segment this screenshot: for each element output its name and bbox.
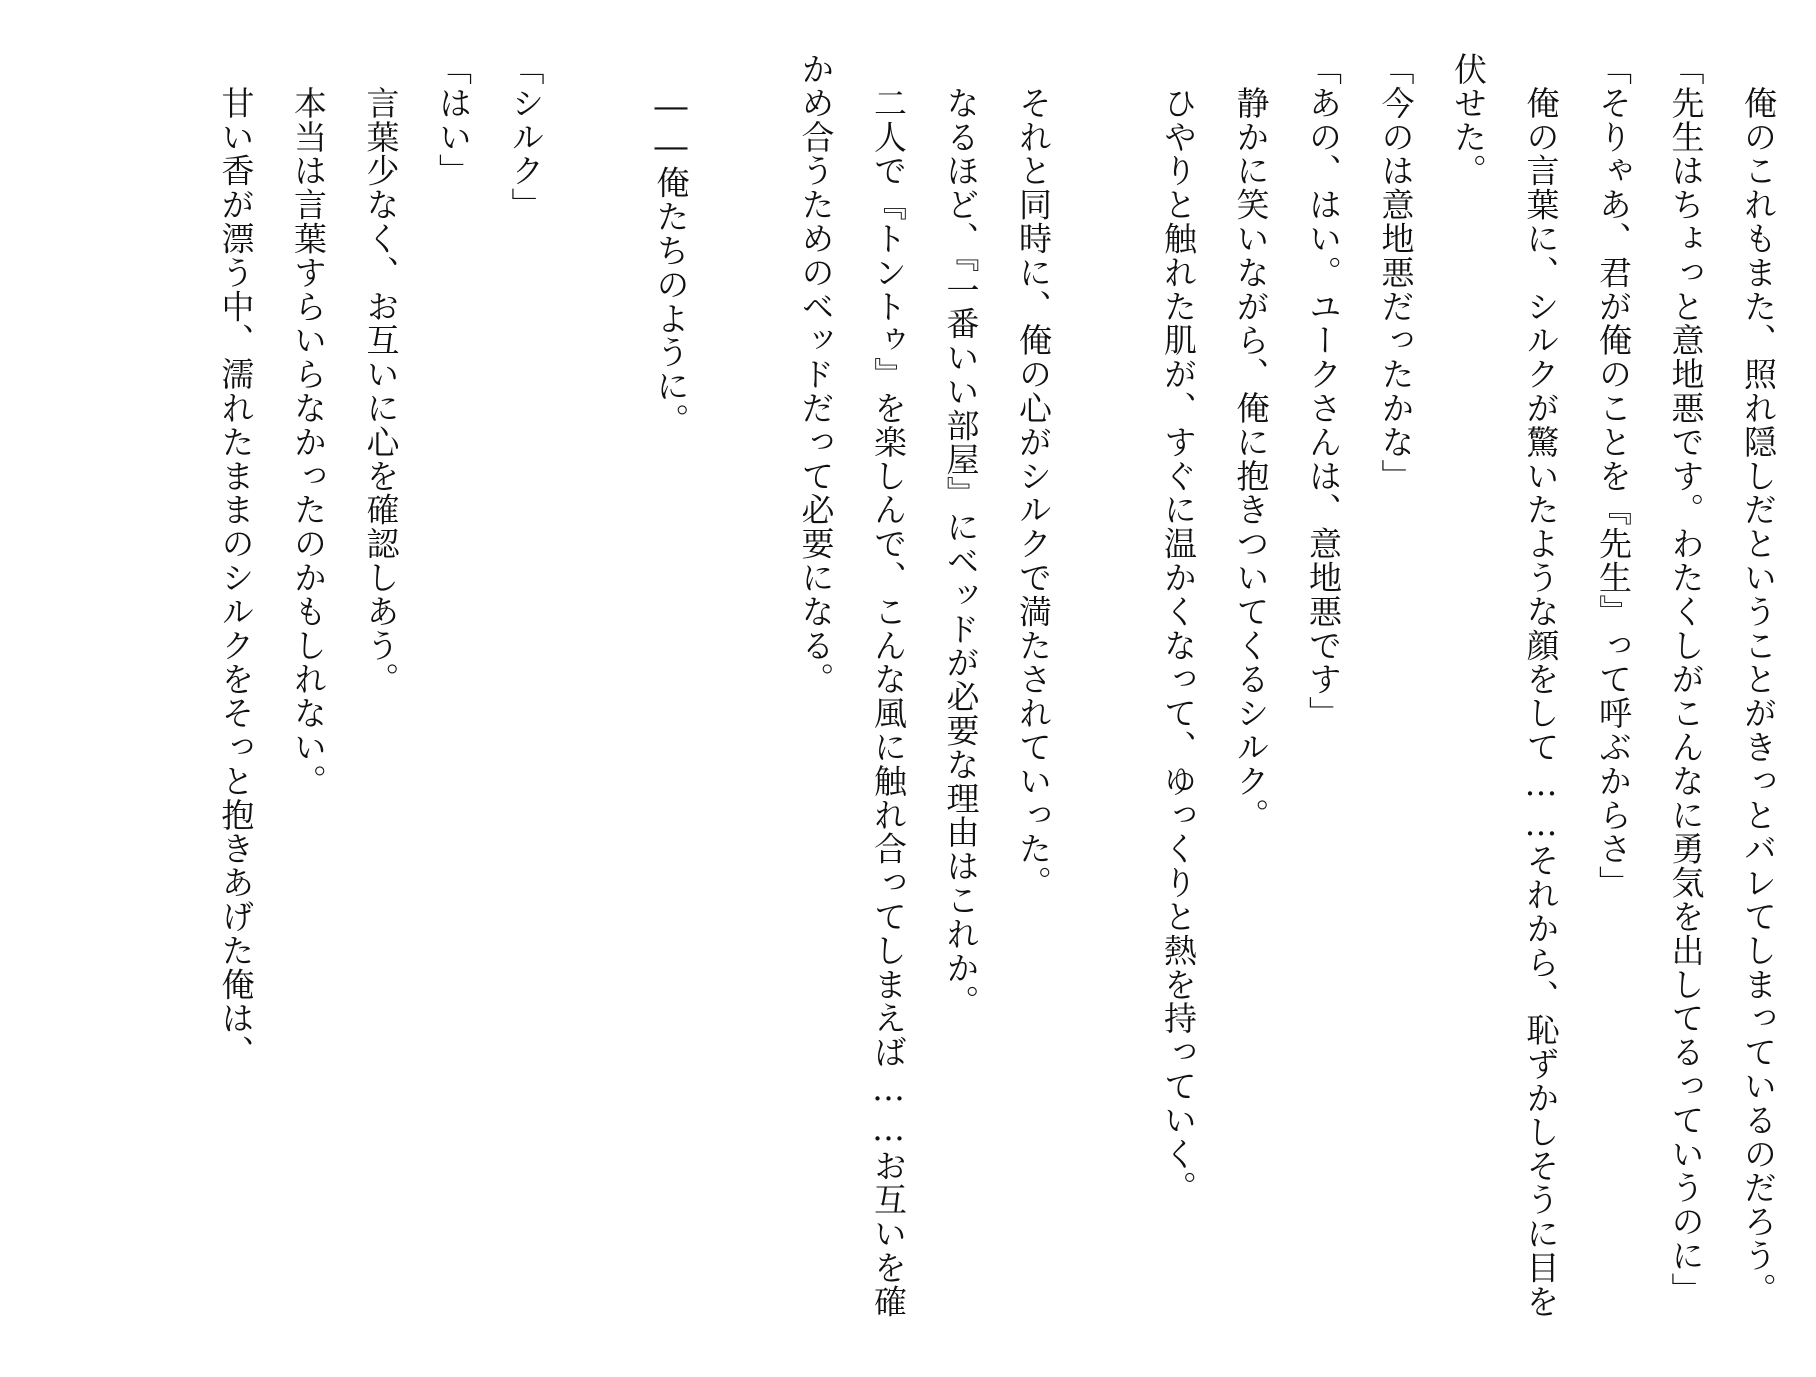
paragraph-7: 静かに笑いながら、俺に抱きついてくるシルク。	[1231, 52, 1271, 832]
paragraph-11: 二人で『トントゥ』を楽しんで、こんな風に触れ合ってしまえば……お互いを確かめ合うためのベッドだって必要になる。	[796, 52, 908, 1319]
paragraph-15: 言葉少なく、お互いに心を確認しあう。	[361, 52, 401, 697]
paragraph-6: 「あの、はい。ユークさんは、意地悪です」	[1304, 52, 1343, 730]
paragraph-4: 俺の言葉に、シルクが驚いたような顔をして……それから、恥ずかしそうに目を伏せた。	[1449, 52, 1561, 1319]
paragraph-12: ――俺たちのように。	[651, 52, 691, 437]
paragraph-14: 「はい」	[434, 52, 473, 188]
paragraph-1: 俺のこれもまた、照れ隠しだということがきっとバレてしまっているのだろう。	[1739, 52, 1778, 1307]
paragraph-2: 「先生はちょっと意地悪です。わたくしがこんなに勇気を出してるっていうのに」	[1666, 52, 1706, 1307]
paragraph-16: 本当は言葉すらいらなかったのかもしれない。	[289, 52, 328, 798]
paragraph-17: 甘い香が漂う中、濡れたままのシルクをそっと抱きあげた俺は、	[216, 52, 256, 1069]
paragraph-10: なるほど、『一番いい部屋』にベッドが必要な理由はこれか。	[941, 52, 981, 1019]
paragraph-5: 「今のは意地悪だったかな」	[1376, 52, 1416, 493]
blank-line-3	[562, 52, 635, 1352]
blank-line-1	[1069, 52, 1142, 1352]
paragraph-13: 「シルク」	[506, 52, 546, 222]
paragraph-8: ひやりと触れた肌が、すぐに温かくなって、ゆっくりと熱を持っていく。	[1159, 52, 1198, 1205]
paragraph-3: 「そりゃあ、君が俺のことを『先生』って呼ぶからさ」	[1594, 52, 1633, 900]
paragraph-9: それと同時に、俺の心がシルクで満たされていった。	[1014, 52, 1053, 900]
blank-line-2	[707, 52, 780, 1352]
vertical-text-body	[199, 52, 1794, 1352]
